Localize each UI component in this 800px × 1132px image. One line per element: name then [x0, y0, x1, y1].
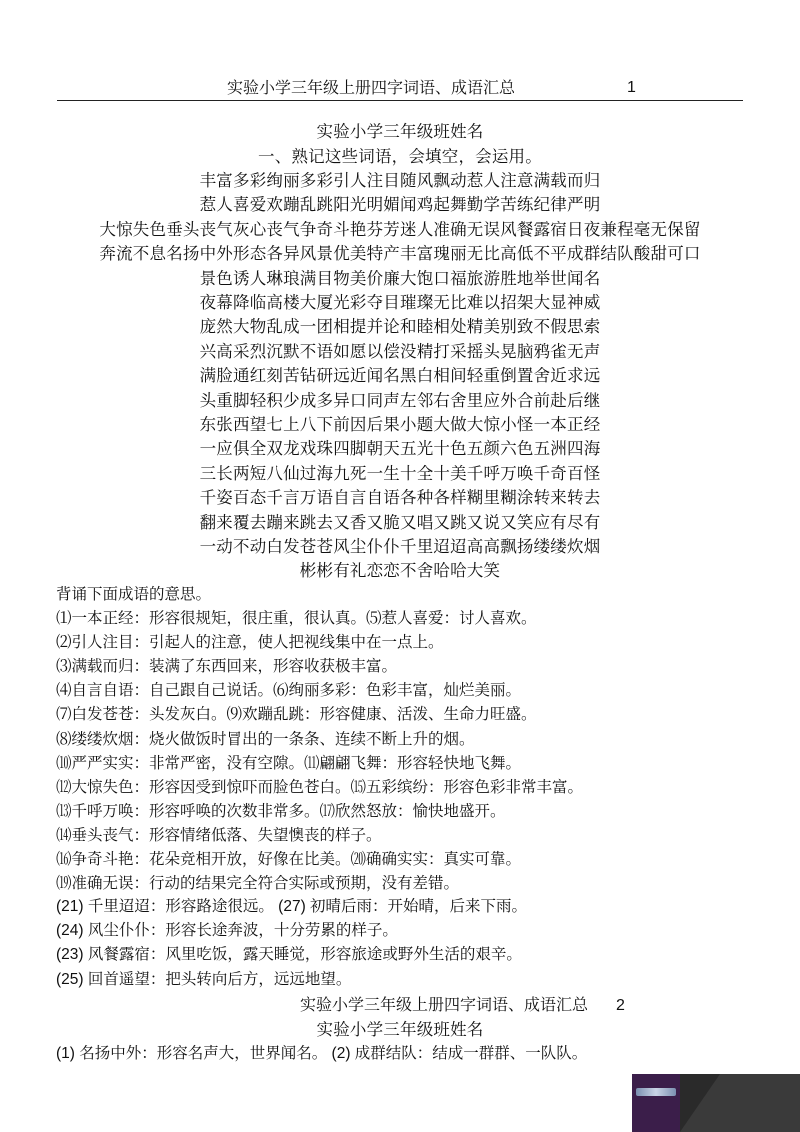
header-title: 实验小学三年级上册四字词语、成语汇总	[227, 78, 516, 97]
definition-line: (25) 回首遥望：把头转向后方，远远地望。	[56, 970, 352, 988]
definition-line: ⑶满载而归：装满了东西回来，形容收获极丰富。	[56, 657, 398, 676]
word-line: 夜幕降临高楼大厦光彩夺目璀璨无比难以招架大显神威	[199, 293, 601, 312]
definition-line: ⒆准确无误：行动的结果完全符合实际或预期，没有差错。	[56, 874, 460, 893]
word-line: 三长两短八仙过海九死一生十全十美千呼万唤千奇百怪	[199, 463, 601, 483]
corner-thumbnail-image	[632, 1074, 800, 1132]
definition-line: ⒀千呼万唤：形容呼唤的次数非常多。⒄欣然怒放：愉快地盛开。	[56, 801, 506, 820]
meaning-heading: 背诵下面成语的意思。	[56, 585, 212, 603]
definition-line: ⑻缕缕炊烟：烧火做饭时冒出的一条条、连续不断上升的烟。	[56, 729, 475, 748]
word-line: 一应俱全双龙戏珠四脚朝天五光十色五颜六色五洲四海	[199, 439, 601, 459]
footer-header	[300, 995, 625, 1016]
word-line: 丰富多彩绚丽多彩引人注目随风飘动惹人注意满载而归	[199, 171, 601, 190]
word-line: 头重脚轻积少成多异口同声左邻右舍里应外合前赴后继	[199, 390, 601, 410]
word-line: 千姿百态千言万语自言自语各种各样糊里糊涂转来转去	[199, 488, 601, 508]
footer-page-number: 2	[616, 997, 625, 1014]
definition-line: ⑿大惊失色：形容因受到惊吓而脸色苍白。⒂五彩缤纷：形容色彩非常丰富。	[56, 777, 584, 796]
word-line: 庞然大物乱成一团相提并论和睦相处精美别致不假思索	[199, 317, 601, 337]
definition-line: ⒃争奇斗艳：花朵竞相开放，好像在比美。⒇确确实实：真实可靠。	[56, 850, 522, 868]
definition-line: ⑴一本正经：形容很规矩，很庄重，很认真。⑸惹人喜爱：讨人喜欢。	[56, 609, 537, 627]
footer-definition-line: (1) 名扬中外：形容名声大，世界闻名。 (2) 成群结队：结成一群群、一队队。	[56, 1045, 588, 1062]
footer-class-name-line: 实验小学三年级班姓名	[316, 1020, 484, 1039]
word-line: 满脸通红刻苦钻研远近闻名黑白相间轻重倒置舍近求远	[199, 366, 601, 386]
definition-line: ⑺白发苍苍：头发灰白。⑼欢蹦乱跳：形容健康、活泼、生命力旺盛。	[56, 705, 537, 724]
word-line: 彬彬有礼恋恋不舍哈哈大笑	[299, 561, 501, 581]
header-page-number: 1	[627, 79, 636, 96]
page-header	[57, 78, 743, 101]
word-line: 大惊失色垂头丧气灰心丧气争奇斗艳芬芳迷人准确无误风餐露宿日夜兼程毫无保留	[99, 219, 701, 239]
class-name-line: 实验小学三年级班姓名	[316, 122, 484, 141]
definition-line: ⒁垂头丧气：形容情绪低落、失望懊丧的样子。	[56, 825, 382, 844]
word-line: 兴高采烈沉默不语如愿以偿没精打采摇头晃脑鸦雀无声	[199, 341, 601, 361]
definition-line: ⑽严严实实：非常严密，没有空隙。⑾翩翩飞舞：形容轻快地飞舞。	[56, 753, 522, 772]
word-line: 翻来覆去蹦来跳去又香又脆又唱又跳又说又笑应有尽有	[199, 512, 601, 532]
footer-title: 实验小学三年级上册四字词语、成语汇总	[300, 995, 589, 1014]
definition-line: (21) 千里迢迢：形容路途很远。 (27) 初晴后雨：开始晴，后来下雨。	[56, 898, 528, 916]
word-line: 东张西望七上八下前因后果小题大做大惊小怪一本正经	[199, 415, 601, 434]
definition-line: ⑷自言自语：自己跟自己说话。⑹绚丽多彩：色彩丰富，灿烂美丽。	[56, 681, 522, 700]
instruction-heading: 一、熟记这些词语，会填空，会运用。	[258, 147, 542, 166]
word-line: 惹人喜爱欢蹦乱跳阳光明媚闻鸡起舞勤学苦练纪律严明	[199, 195, 601, 215]
word-line: 景色诱人琳琅满目物美价廉大饱口福旅游胜地举世闻名	[199, 268, 601, 288]
word-line: 奔流不息名扬中外形态各异风景优美特产丰富瑰丽无比高低不平成群结队酸甜可口	[99, 244, 701, 264]
definition-line: ⑵引人注目：引起人的注意，使人把视线集中在一点上。	[56, 633, 444, 652]
word-line: 一动不动白发苍苍风尘仆仆千里迢迢高高飘扬缕缕炊烟	[199, 537, 601, 556]
definition-line: (23) 风餐露宿：风里吃饭，露天睡觉，形容旅途或野外生活的艰辛。	[56, 946, 522, 964]
definition-line: (24) 风尘仆仆：形容长途奔波，十分劳累的样子。	[56, 922, 398, 940]
